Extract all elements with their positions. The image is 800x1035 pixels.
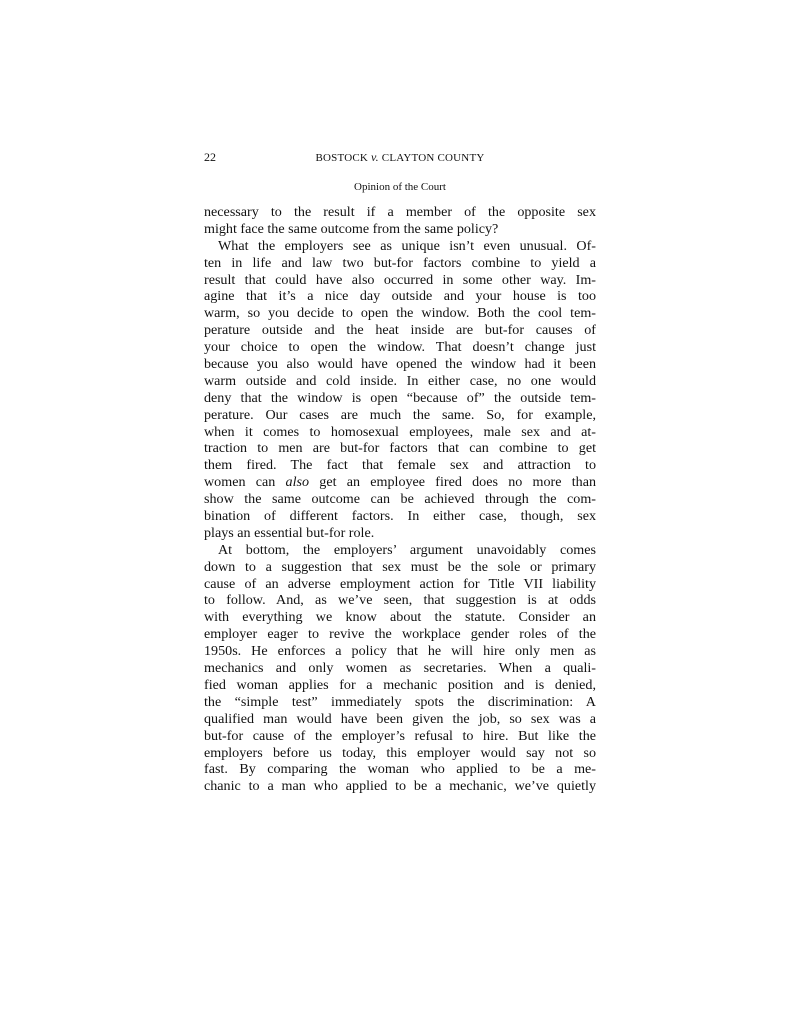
text-line: with everything we know about the statute. Consider an — [204, 609, 596, 626]
text-line: perature outside and the heat inside are but-for causes of — [204, 322, 596, 339]
text-line: mechanics and only women as secretaries. When a quali- — [204, 660, 596, 677]
page-number: 22 — [204, 150, 216, 164]
emphasis-also: also — [285, 474, 310, 491]
text-fragment: get an employee fired does no more than — [309, 474, 596, 491]
opinion-body — [204, 204, 596, 795]
text-line: when it comes to homosexual employees, male sex and at- — [204, 423, 596, 440]
text-line: warm outside and cold inside. In either case, no one would — [204, 372, 596, 389]
case-title-right: CLAYTON COUNTY — [378, 152, 485, 164]
text-line: chanic to a man who applied to be a mechanic, we’ve quietly — [204, 778, 596, 795]
text-line: agine that it’s a nice day outside and your house is too — [204, 288, 596, 305]
text-line: them fired. The fact that female sex and attraction to — [204, 457, 596, 474]
text-line: result that could have also occurred in some other way. Im- — [204, 271, 596, 288]
text-line: qualified man would have been given the job, so sex was a — [204, 710, 596, 727]
text-line: necessary to the result if a member of the opposite sex — [204, 204, 596, 220]
text-line: fied woman applies for a mechanic position and is denied, — [204, 676, 596, 693]
text-line: perature. Our cases are much the same. So, for example, — [204, 406, 596, 423]
text-line: employer eager to revive the workplace gender roles of the — [204, 626, 596, 643]
text-line: deny that the window is open “because of” the outside tem- — [204, 389, 596, 406]
case-title-left: BOSTOCK — [315, 152, 371, 164]
text-line: traction to men are but-for factors that can combine to get — [204, 440, 596, 457]
text-line: but-for cause of the employer’s refusal to hire. But like the — [204, 727, 596, 744]
text-line: down to a suggestion that sex must be the sole or primary — [204, 558, 596, 575]
text-line: the “simple test” immediately spots the discrimination: A — [204, 693, 596, 710]
opinion-label: Opinion of the Court — [354, 181, 446, 193]
text-line: your choice to open the window. That doesn’t change just — [204, 339, 596, 356]
text-fragment: women can — [204, 474, 286, 491]
text-line: bination of different factors. In either case, though, sex — [204, 508, 596, 525]
paragraph-start-line: What the employers see as unique isn’t even unusual. Of- — [218, 237, 596, 254]
paragraph-start-line: At bottom, the employers’ argument unavoidably comes — [218, 541, 596, 558]
text-line: 1950s. He enforces a policy that he will hire only men as — [204, 643, 596, 660]
text-line-with-emphasis — [204, 474, 596, 491]
text-line: ten in life and law two but-for factors combine to yield a — [204, 254, 596, 271]
text-line: might face the same outcome from the same policy? — [204, 220, 499, 237]
text-line: plays an essential but-for role. — [204, 524, 375, 541]
running-head — [204, 149, 596, 165]
text-line: show the same outcome can be achieved through the com- — [204, 491, 596, 508]
case-title — [204, 149, 596, 166]
text-line: because you also would have opened the window had it been — [204, 356, 596, 373]
text-line: warm, so you decide to open the window. Both the cool tem- — [204, 305, 596, 322]
text-line: cause of an adverse employment action for Title VII liability — [204, 575, 596, 592]
case-title-versus: v. — [370, 150, 379, 164]
text-line: employers before us today, this employer would say not so — [204, 744, 596, 761]
text-line: to follow. And, as we’ve seen, that suggestion is at odds — [204, 592, 596, 609]
text-line: fast. By comparing the woman who applied to be a me- — [204, 761, 596, 778]
